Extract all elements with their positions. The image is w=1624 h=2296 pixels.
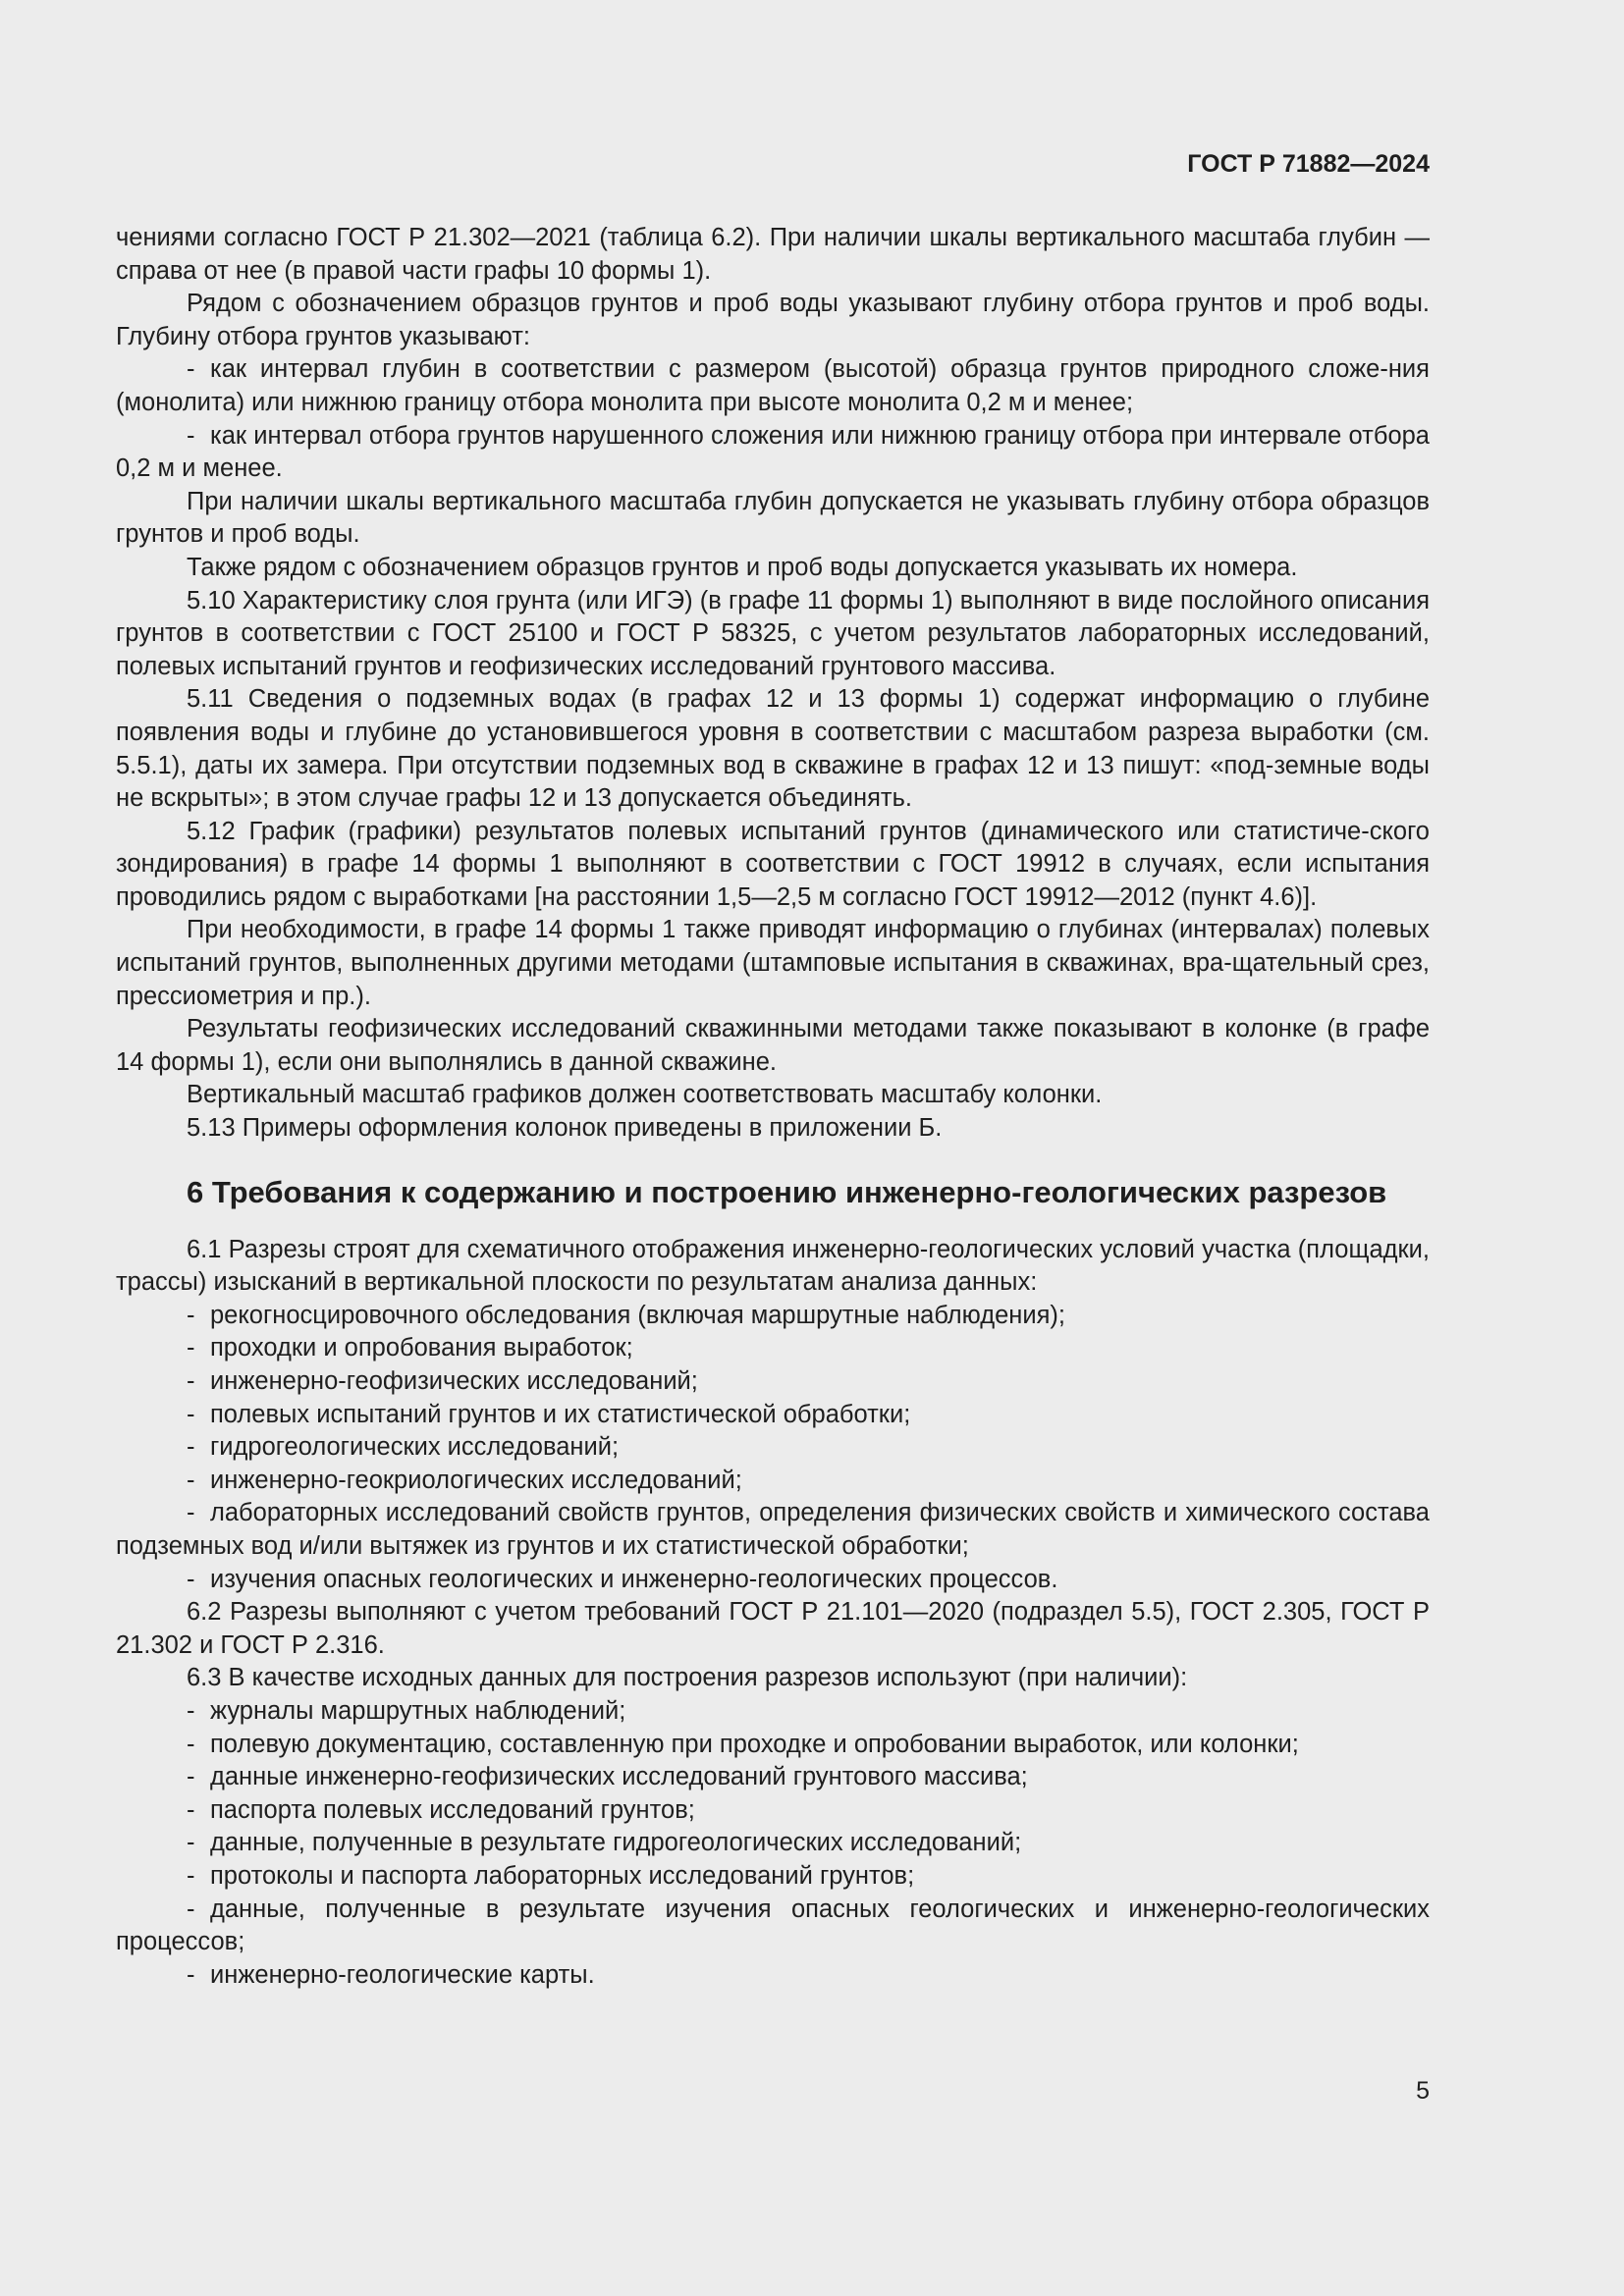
list-item-text: рекогносцировочного обследования (включая маршрутные наблюдения); bbox=[210, 1301, 1066, 1329]
list-dash: - bbox=[187, 1829, 195, 1857]
list-dash: - bbox=[187, 1565, 195, 1593]
list-item bbox=[116, 1431, 1430, 1465]
paragraph: 5.11 Сведения о подземных водах (в графах 12 и 13 формы 1) содержат информацию о глубине появления воды и глубине до установившегося уровня в соответствии с масштабом разреза выработки (см. 5.5.1), даты их замера. При отсутствии подземных вод в скважине в графах 12 и 13 пишут: «под-земные воды не вскрыты»; в этом случае графы 12 и 13 допускается объединять. bbox=[116, 685, 1430, 813]
list-item bbox=[116, 1695, 1430, 1729]
list-item bbox=[116, 1465, 1430, 1498]
paragraph: Результаты геофизических исследований скважинными методами также показывают в колонке (в графе 14 формы 1), если они выполнялись в данной скважине. bbox=[116, 1015, 1430, 1076]
list-dash: - bbox=[187, 1433, 195, 1462]
list-item bbox=[116, 1365, 1430, 1399]
paragraph: Вертикальный масштаб графиков должен соответствовать масштабу колонки. bbox=[187, 1081, 1103, 1109]
list-item bbox=[116, 1300, 1430, 1333]
list-dash: - bbox=[187, 1960, 195, 1989]
list-item-text: данные инженерно-геофизических исследований грунтового массива; bbox=[210, 1763, 1028, 1791]
list-item-text: изучения опасных геологических и инженерно-геологических процессов. bbox=[210, 1565, 1058, 1593]
list-item-text: инженерно-геокриологических исследований; bbox=[210, 1466, 742, 1494]
list-dash: - bbox=[187, 1861, 195, 1890]
list-dash: - bbox=[187, 355, 195, 384]
paragraph: чениями согласно ГОСТ Р 21.302—2021 (таблица 6.2). При наличии шкалы вертикального масштаба глубин — справа от нее (в правой части графы 10 формы 1). bbox=[116, 224, 1430, 285]
paragraph: 6.2 Разрезы выполняют с учетом требований ГОСТ Р 21.101—2020 (подраздел 5.5), ГОСТ 2.305, ГОСТ Р 21.302 и ГОСТ Р 2.316. bbox=[116, 1598, 1430, 1659]
list-item-text: данные, полученные в результате изучения опасных геологических и инженерно-геологических процессов; bbox=[116, 1895, 1430, 1956]
list-item-text: паспорта полевых исследований грунтов; bbox=[210, 1795, 695, 1824]
paragraph: 5.10 Характеристику слоя грунта (или ИГЭ) (в графе 11 формы 1) выполняют в виде послойного описания грунтов в соответствии с ГОСТ 25100 и ГОСТ Р 58325, с учетом результатов лабораторных исследований, полевых испытаний грунтов и геофизических исследований грунтового массива. bbox=[116, 586, 1430, 680]
list-item-text: данные, полученные в результате гидрогеологических исследований; bbox=[210, 1829, 1022, 1857]
list-item bbox=[116, 1332, 1430, 1365]
list-dash: - bbox=[187, 1301, 195, 1329]
list-item-text: как интервал отбора грунтов нарушенного сложения или нижнюю границу отбора при интервале отбора 0,2 м и менее. bbox=[116, 421, 1430, 483]
list-item-text: инженерно-геологические карты. bbox=[210, 1960, 595, 1989]
list-dash: - bbox=[187, 1696, 195, 1725]
list-item bbox=[116, 1827, 1430, 1860]
list-dash: - bbox=[187, 1466, 195, 1494]
paragraph: 6.3 В качестве исходных данных для построения разрезов используют (при наличии): bbox=[187, 1664, 1188, 1692]
paragraph: При наличии шкалы вертикального масштаба глубин допускается не указывать глубину отбора образцов грунтов и проб воды. bbox=[116, 487, 1430, 549]
paragraph: Рядом с обозначением образцов грунтов и проб воды указывают глубину отбора грунтов и проб воды. Глубину отбора грунтов указывают: bbox=[116, 290, 1430, 350]
list-item bbox=[116, 1564, 1430, 1597]
list-item bbox=[116, 1959, 1430, 1993]
list-item bbox=[116, 1794, 1430, 1828]
list-item-text: полевую документацию, составленную при проходке и опробовании выработок, или колонки; bbox=[210, 1730, 1299, 1758]
list-item-text: проходки и опробования выработок; bbox=[210, 1334, 633, 1362]
list-item bbox=[116, 353, 1430, 419]
list-item-text: инженерно-геофизических исследований; bbox=[210, 1367, 698, 1395]
list-item bbox=[116, 1894, 1430, 1959]
list-item-text: протоколы и паспорта лабораторных исследований грунтов; bbox=[210, 1861, 915, 1890]
list-dash: - bbox=[187, 1334, 195, 1362]
page-number: 5 bbox=[1416, 2077, 1430, 2105]
list-dash: - bbox=[187, 1367, 195, 1395]
list-dash: - bbox=[187, 1499, 195, 1527]
document-code-header: ГОСТ Р 71882—2024 bbox=[1187, 150, 1430, 178]
list-dash: - bbox=[187, 421, 195, 450]
list-item bbox=[116, 1729, 1430, 1762]
paragraph: Также рядом с обозначением образцов грунтов и проб воды допускается указывать их номера. bbox=[187, 553, 1298, 581]
list-dash: - bbox=[187, 1795, 195, 1824]
section-heading: 6 Требования к содержанию и построению инженерно-геологических разрезов bbox=[187, 1174, 1387, 1209]
list-item-text: полевых испытаний грунтов и их статистической обработки; bbox=[210, 1400, 911, 1428]
list-item-text: гидрогеологических исследований; bbox=[210, 1433, 620, 1462]
paragraph: 5.12 График (графики) результатов полевых испытаний грунтов (динамического или статистиче-ского зондирования) в графе 14 формы 1 выполняют в соответствии с ГОСТ 19912 в случаях, если испытания проводились рядом с выработками [на расстоянии 1,5—2,5 м согласно ГОСТ 19912—2012 (пункт 4.6)]. bbox=[116, 817, 1430, 911]
list-dash: - bbox=[187, 1400, 195, 1428]
list-item-text: журналы маршрутных наблюдений; bbox=[210, 1696, 626, 1725]
list-dash: - bbox=[187, 1763, 195, 1791]
paragraph: При необходимости, в графе 14 формы 1 также приводят информацию о глубинах (интервалах) полевых испытаний грунтов, выполненных другими методами (штамповые испытания в скважинах, вра-щательный срез, прессиометрия и пр.). bbox=[116, 916, 1430, 1010]
list-item bbox=[116, 1497, 1430, 1563]
list-dash: - bbox=[187, 1895, 195, 1923]
list-item-text: как интервал глубин в соответствии с размером (высотой) образца грунтов природного сложе-ния (монолита) или нижнюю границу отбора монолита при высоте монолита 0,2 м и менее; bbox=[116, 355, 1430, 416]
list-item-text: лабораторных исследований свойств грунтов, определения физических свойств и химического состава подземных вод и/или вытяжек из грунтов и их статистической обработки; bbox=[116, 1499, 1430, 1560]
list-dash: - bbox=[187, 1730, 195, 1758]
paragraph: 5.13 Примеры оформления колонок приведены в приложении Б. bbox=[187, 1114, 943, 1143]
list-item bbox=[116, 420, 1430, 486]
list-item bbox=[116, 1761, 1430, 1794]
paragraph: 6.1 Разрезы строят для схематичного отображения инженерно-геологических условий участка (площадки, трассы) изысканий в вертикальной плоскости по результатам анализа данных: bbox=[116, 1235, 1430, 1297]
list-item bbox=[116, 1399, 1430, 1432]
list-item bbox=[116, 1860, 1430, 1894]
document-body bbox=[116, 222, 1430, 1992]
